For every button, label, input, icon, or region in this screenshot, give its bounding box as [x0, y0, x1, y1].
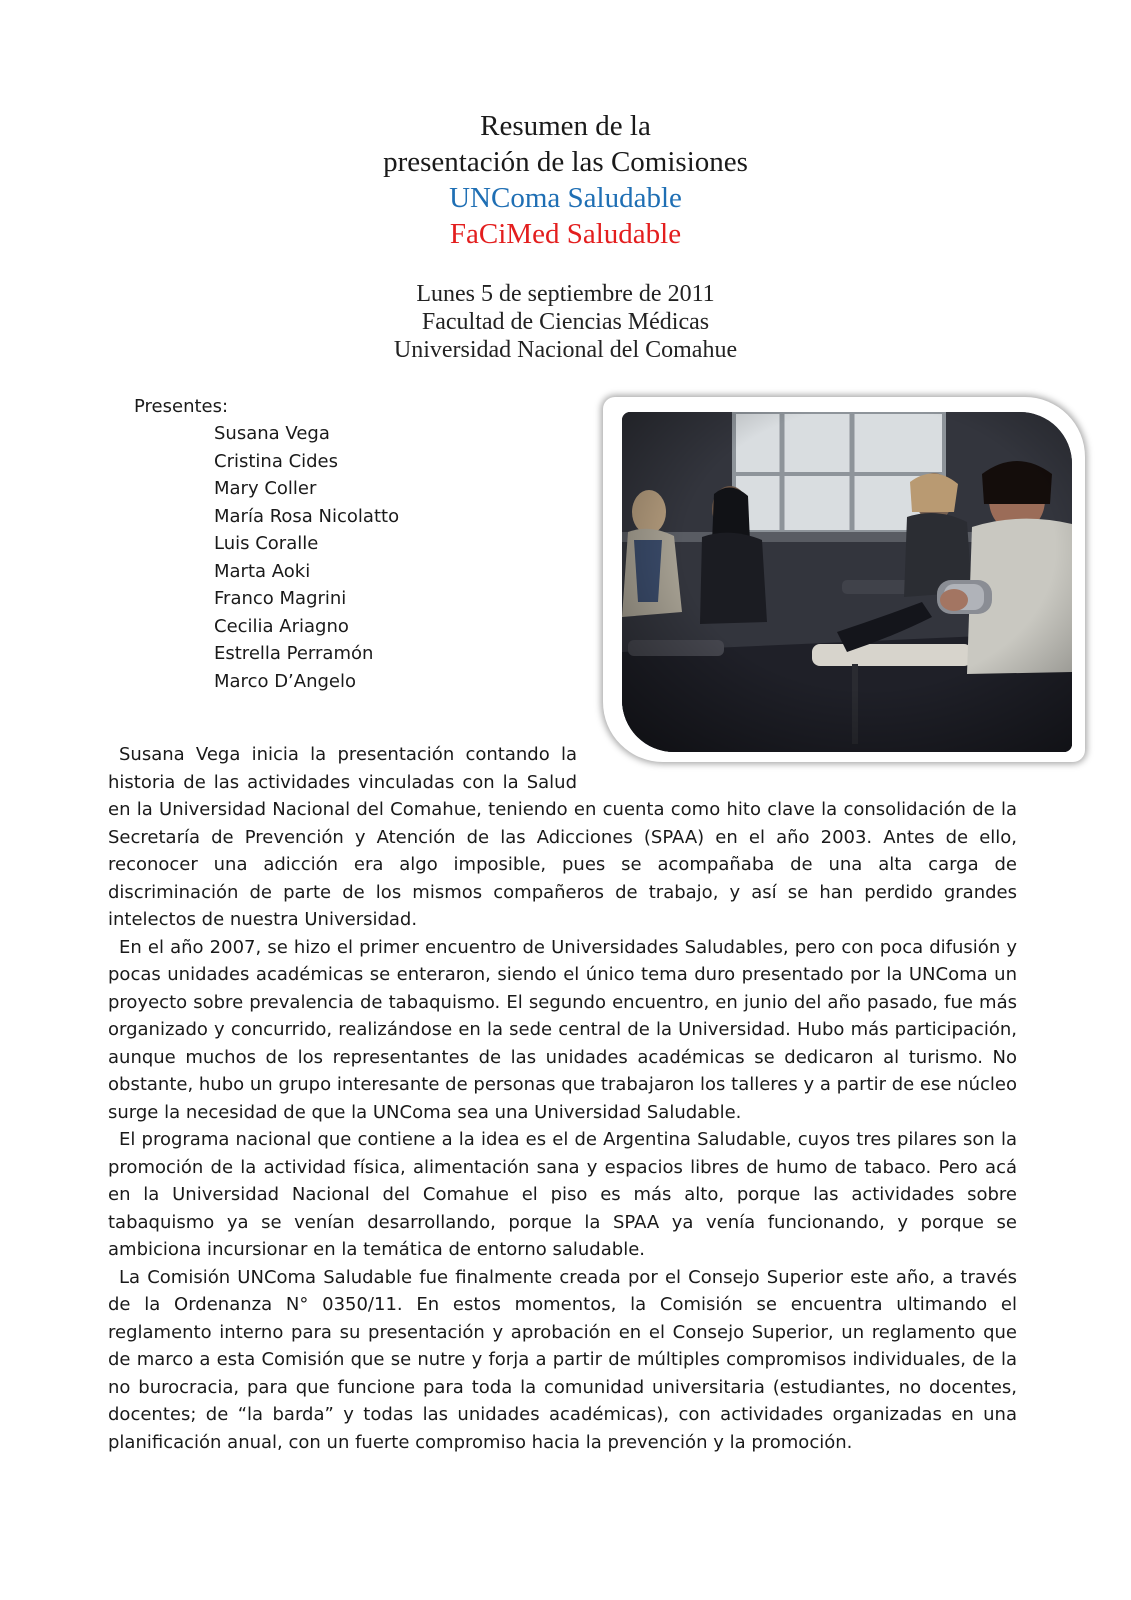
meeting-photo-illustration: [622, 412, 1072, 752]
title-facimed-saludable: FaCiMed Saludable: [449, 218, 682, 250]
attendee-name: Susana Vega: [214, 423, 330, 444]
title-line-1: Resumen de la: [480, 110, 651, 142]
university-name: Universidad Nacional del Comahue: [393, 337, 738, 363]
faculty-name: Facultad de Ciencias Médicas: [421, 309, 710, 335]
title-uncoma-saludable: UNComa Saludable: [449, 182, 682, 214]
photo-wrap-spacer: [577, 741, 1017, 796]
meeting-date: Lunes 5 de septiembre de 2011: [416, 281, 715, 307]
meeting-photo: [622, 412, 1072, 752]
body-paragraph: La Comisión UNComa Saludable fue finalmente creada por el Consejo Superior este año, a través de la Ordenanza N° 0350/11. En estos momentos, la Comisión se encuentra ultimando el reglamento interno para su presentación y aprobación en el Consejo Superior, un reglamento que de marco a esta Comisión que se nutre y forja a partir de múltiples compromisos individuales, de la no burocracia, para que funcione para toda la comunidad universitaria (estudiantes, no docentes, docentes; de “la barda” y todas las unidades académicas), con actividades organizadas en una planificación anual, con un fuerte compromiso hacia la prevención y la promoción.: [108, 1266, 1017, 1453]
attendee-name: Cecilia Ariagno: [214, 615, 349, 637]
attendee-name: Luis Coralle: [214, 533, 319, 554]
attendee-name: Marco D’Angelo: [214, 670, 357, 692]
attendee-name: Cristina Cides: [214, 450, 339, 472]
title-line-2: presentación de las Comisiones: [383, 146, 748, 178]
document-subtitle: [0, 280, 1131, 364]
attendee-name: Estrella Perramón: [214, 643, 374, 664]
attendee-name: Mary Coller: [214, 478, 317, 499]
body-paragraph: En el año 2007, se hizo el primer encuentro de Universidades Saludables, pero con poca difusión y pocas unidades académicas se enteraron, siendo el único tema duro presentado por la UNComa un proyecto sobre prevalencia de tabaquismo. El segundo encuentro, en junio del año pasado, fue más organizado y concurrido, realizándose en la sede central de la Universidad. Hubo más participación, aunque muchos de los representantes de las unidades académicas se dedicaron al turismo. No obstante, hubo un grupo interesante de personas que trabajaron los talleres y a partir de ese núcleo surge la necesidad de que la UNComa sea una Universidad Saludable.: [108, 936, 1017, 1123]
body-paragraph: Susana Vega inicia la presentación contando la historia de las actividades vinculadas con la Salud en la Universidad Nacional del Comahue, teniendo en cuenta como hito clave la consolidación de la Secretaría de Prevención y Atención de las Adicciones (SPAA) en el año 2003. Antes de ello, reconocer una adicción era algo imposible, pues se acompañaba de una alta carga de discriminación de parte de los mismos compañeros de trabajo, y así se han perdido grandes intelectos de nuestra Universidad.: [108, 744, 1017, 930]
attendee-name: María Rosa Nicolatto: [214, 505, 400, 527]
attendee-name: Marta Aoki: [214, 560, 311, 582]
attendees-label: Presentes:: [134, 396, 229, 417]
document-title: [0, 108, 1131, 252]
document-body: [108, 741, 1017, 1456]
attendee-name: Franco Magrini: [214, 588, 347, 609]
attendees-list: [214, 420, 399, 695]
body-paragraph: El programa nacional que contiene a la idea es el de Argentina Saludable, cuyos tres pilares son la promoción de la actividad física, alimentación sana y espacios libres de humo de tabaco. Pero acá en la Universidad Nacional del Comahue el piso es más alto, porque las actividades sobre tabaquismo ya se venían desarrollando, porque la SPAA ya venía funcionando, y porque se ambiciona incursionar en la temática de entorno saludable.: [108, 1129, 1017, 1260]
